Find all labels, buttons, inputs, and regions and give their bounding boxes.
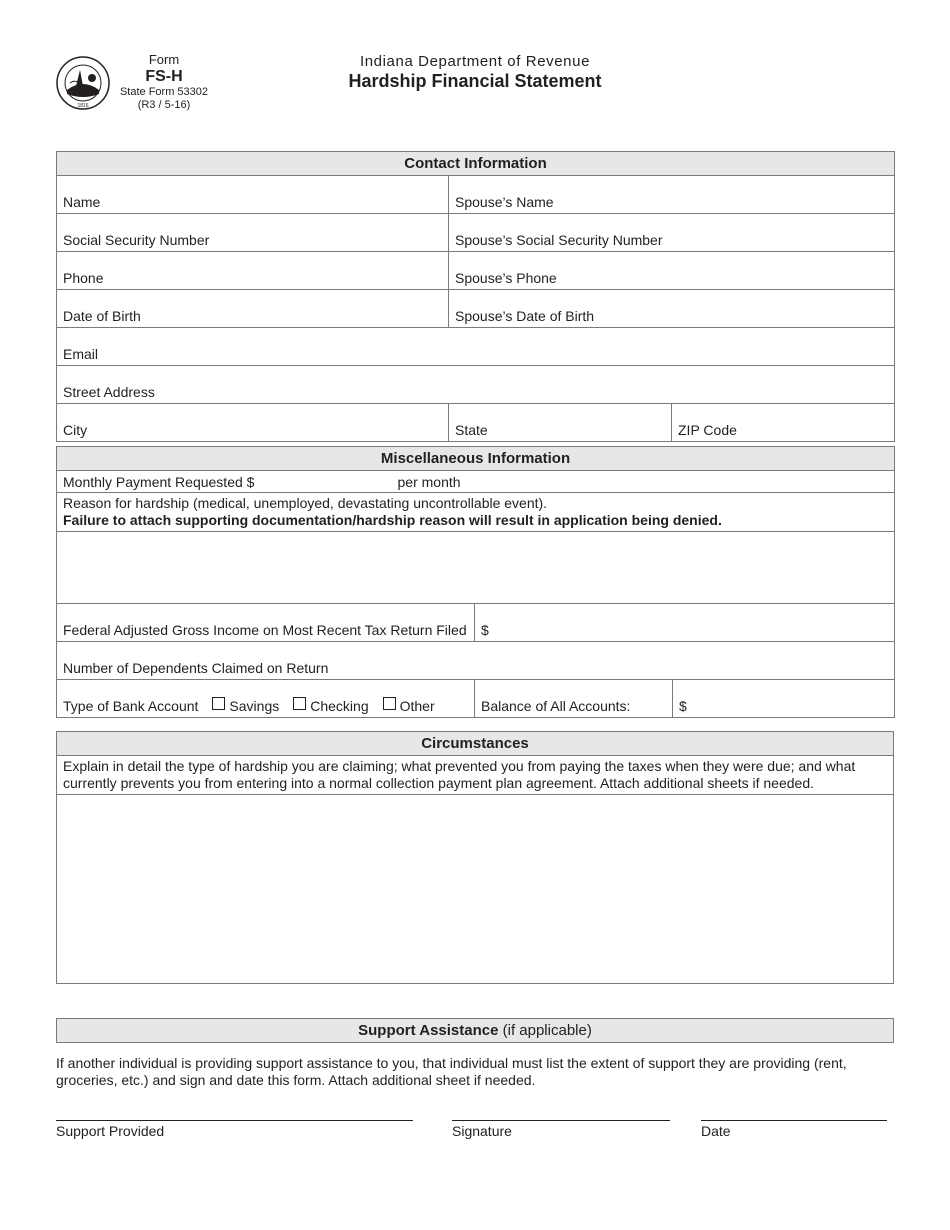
checking-option[interactable] (293, 698, 368, 714)
hardship-reason-instructions (57, 493, 895, 532)
support-assistance-title: Support Assistance (358, 1022, 499, 1039)
support-assistance-instructions: If another individual is providing support assistance to you, that individual must list the extent of support they are providing (rent, groceries, etc.) and sign and date this form. Attach additional sheet if needed. (56, 1055, 847, 1088)
circumstances-heading: Circumstances (57, 732, 894, 756)
ssn-field[interactable]: Social Security Number (57, 214, 449, 252)
support-provided-line[interactable] (56, 1120, 413, 1121)
savings-checkbox[interactable] (212, 697, 225, 710)
hardship-reason-label: Reason for hardship (medical, unemployed, devastating uncontrollable event). (63, 495, 548, 511)
state-field[interactable]: State (449, 404, 672, 442)
spouse-phone-field[interactable]: Spouse’s Phone (449, 252, 895, 290)
support-provided-label: Support Provided (56, 1123, 165, 1139)
per-month-label: per month (397, 473, 461, 490)
dob-field[interactable]: Date of Birth (57, 290, 449, 328)
signature-label: Signature (452, 1123, 512, 1139)
dependents-field[interactable]: Number of Dependents Claimed on Return (57, 642, 895, 680)
spouse-name-field[interactable]: Spouse’s Name (449, 176, 895, 214)
circumstances-textarea[interactable] (57, 795, 894, 984)
date-label: Date (701, 1123, 731, 1139)
name-field[interactable]: Name (57, 176, 449, 214)
phone-field[interactable]: Phone (57, 252, 449, 290)
bank-account-type-field (57, 680, 475, 718)
balance-label: Balance of All Accounts: (475, 680, 673, 718)
date-line[interactable] (701, 1120, 887, 1121)
form-number: FS-H (145, 67, 183, 85)
checking-label: Checking (310, 698, 369, 714)
other-option[interactable] (383, 698, 435, 714)
miscellaneous-information-section (56, 446, 895, 718)
support-assistance-suffix: (if applicable) (498, 1022, 592, 1039)
checking-checkbox[interactable] (293, 697, 306, 710)
spouse-ssn-field[interactable]: Spouse’s Social Security Number (449, 214, 895, 252)
state-form-number: State Form 53302 (119, 86, 209, 99)
balance-amount-field[interactable]: $ (673, 680, 895, 718)
hardship-reason-textarea[interactable] (57, 532, 895, 604)
documentation-warning: Failure to attach supporting documentation/hardship reason will result in application being denied. (63, 512, 722, 528)
support-assistance-heading (56, 1018, 894, 1043)
agi-label: Federal Adjusted Gross Income on Most Recent Tax Return Filed (57, 604, 475, 642)
form-revision: (R3 / 5-16) (137, 98, 191, 111)
city-field[interactable]: City (57, 404, 449, 442)
other-checkbox[interactable] (383, 697, 396, 710)
email-field[interactable]: Email (57, 328, 895, 366)
miscellaneous-information-heading: Miscellaneous Information (57, 447, 895, 471)
savings-label: Savings (229, 698, 280, 714)
department-name: Indiana Department of Revenue (359, 53, 591, 70)
street-address-field[interactable]: Street Address (57, 366, 895, 404)
page-header (200, 53, 750, 92)
monthly-payment-field[interactable] (57, 471, 895, 493)
indiana-state-seal-icon (56, 56, 110, 110)
form-label: Form (148, 52, 180, 67)
contact-information-heading: Contact Information (57, 152, 895, 176)
agi-amount-field[interactable]: $ (475, 604, 895, 642)
bank-account-type-label: Type of Bank Account (63, 698, 199, 714)
circumstances-section (56, 731, 894, 984)
spouse-dob-field[interactable]: Spouse’s Date of Birth (449, 290, 895, 328)
signature-line[interactable] (452, 1120, 670, 1121)
page-title: Hardship Financial Statement (348, 71, 602, 91)
monthly-payment-label: Monthly Payment Requested $ (63, 473, 255, 490)
svg-text:1816: 1816 (77, 103, 89, 109)
savings-option[interactable] (212, 698, 279, 714)
zip-code-field[interactable]: ZIP Code (672, 404, 895, 442)
other-label: Other (399, 698, 435, 714)
contact-information-section (56, 151, 895, 442)
circumstances-instructions: Explain in detail the type of hardship you are claiming; what prevented you from paying the taxes when they were due; and what currently prevents you from entering into a normal collection payment plan agreement. Attach additional sheets if needed. (57, 756, 894, 795)
